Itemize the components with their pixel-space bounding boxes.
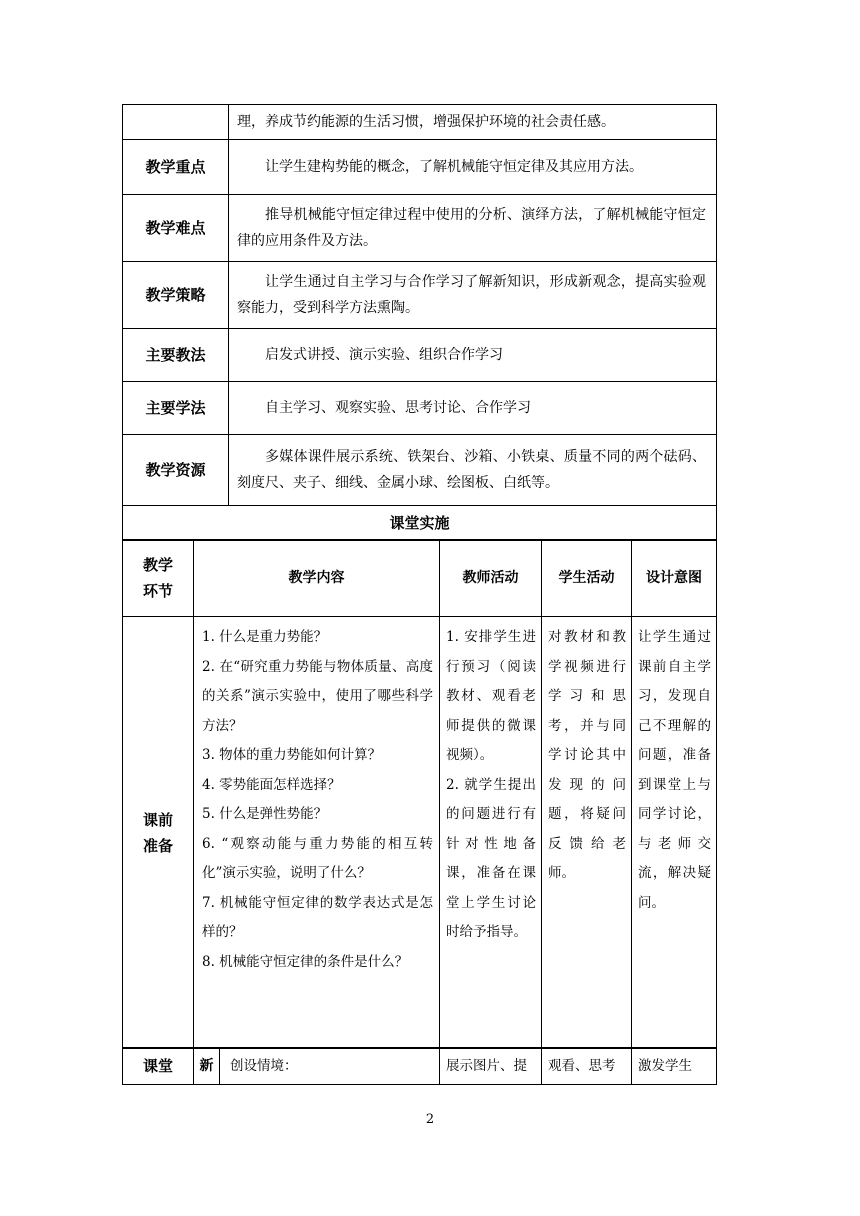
list-item: 2. 在“研究重力势能与物体质量、高度的关系”演示实验中，使用了哪些科学方法？ bbox=[202, 658, 433, 734]
row-text: 启发式讲授、演示实验、组织合作学习 bbox=[229, 329, 717, 382]
continuation-text: 理，养成节约能源的生活习惯，增强保护环境的社会责任感。 bbox=[229, 105, 717, 140]
sub-stage-cell: 新 bbox=[194, 1048, 220, 1085]
row-text: 推导机械能守恒定律过程中使用的分析、演绎方法，了解机械能守恒定律的应用条件及方法。 bbox=[229, 195, 717, 262]
design-cell: 让学生通过课前自主学习，发现自己不理解的问题，准备到课堂上与同学讨论，与老师交流，解决疑问。 bbox=[632, 617, 717, 1049]
teacher-cell: 展示图片、提 bbox=[440, 1048, 542, 1085]
header-stage-line: 环节 bbox=[142, 582, 173, 600]
list-item: 3. 物体的重力势能如何计算？ bbox=[202, 747, 382, 763]
student-cell: 对教材和教学视频进行学习和思考，并与同学讨论其中发现的问题，将疑问反馈给老师。 bbox=[542, 617, 632, 1049]
row-label: 教学策略 bbox=[123, 262, 229, 329]
table-row bbox=[123, 617, 717, 1049]
header-row bbox=[123, 540, 717, 617]
lesson-info-table bbox=[122, 104, 717, 541]
content-cell bbox=[194, 617, 440, 1049]
table-row bbox=[123, 329, 717, 382]
design-cell: 激发学生 bbox=[632, 1048, 717, 1085]
stage-line: 课前 bbox=[142, 810, 173, 829]
row-text: 让学生建构势能的概念，了解机械能守恒定律及其应用方法。 bbox=[229, 140, 717, 195]
implementation-table bbox=[122, 539, 717, 1049]
stage-cell: 课堂 bbox=[123, 1048, 194, 1085]
row-label: 教学资源 bbox=[123, 435, 229, 506]
stage-cell bbox=[123, 617, 194, 1049]
implementation-table-continued bbox=[122, 1047, 717, 1085]
list-item: 1. 安排学生进行预习（阅读教材、观看老师提供的微课视频）。 bbox=[446, 629, 536, 763]
table-row bbox=[123, 382, 717, 435]
list-item: 4. 零势能面怎样选择？ bbox=[202, 776, 341, 793]
section-row bbox=[123, 506, 717, 541]
section-title: 课堂实施 bbox=[123, 506, 717, 541]
page-number: 2 bbox=[425, 1112, 435, 1127]
list-item: 5. 什么是弹性势能？ bbox=[202, 806, 328, 822]
row-label: 教学重点 bbox=[123, 140, 229, 195]
row-label: 主要教法 bbox=[123, 329, 229, 382]
list-item: 2. 就学生提出的问题进行有针对性地备课，准备在课堂上学生讨论时给予指导。 bbox=[446, 776, 536, 940]
row-label: 主要学法 bbox=[123, 382, 229, 435]
content-cell: 创设情境： bbox=[220, 1048, 440, 1085]
table-row bbox=[123, 1048, 717, 1085]
table-row bbox=[123, 105, 717, 140]
list-item: 6. “观察动能与重力势能的相互转化”演示实验，说明了什么？ bbox=[202, 835, 433, 881]
row-text: 自主学习、观察实验、思考讨论、合作学习 bbox=[229, 382, 717, 435]
header-teacher: 教师活动 bbox=[440, 540, 542, 617]
table-row bbox=[123, 140, 717, 195]
list-item: 7. 机械能守恒定律的数学表达式是怎样的？ bbox=[202, 894, 433, 940]
stage-line: 准备 bbox=[142, 836, 173, 855]
table-row bbox=[123, 435, 717, 506]
student-cell: 观看、思考 bbox=[542, 1048, 632, 1085]
header-stage bbox=[123, 540, 194, 617]
header-design: 设计意图 bbox=[632, 540, 717, 617]
teacher-cell bbox=[440, 617, 542, 1049]
header-stage-line: 教学 bbox=[142, 556, 173, 574]
header-student: 学生活动 bbox=[542, 540, 632, 617]
header-content: 教学内容 bbox=[194, 540, 440, 617]
table-row bbox=[123, 195, 717, 262]
row-text: 让学生通过自主学习与合作学习了解新知识，形成新观念，提高实验观察能力，受到科学方法熏陶。 bbox=[229, 262, 717, 329]
row-text: 多媒体课件展示系统、铁架台、沙箱、小铁桌、质量不同的两个砝码、刻度尺、夹子、细线、金属小球、绘图板、白纸等。 bbox=[229, 435, 717, 506]
table-row bbox=[123, 262, 717, 329]
list-item: 1. 什么是重力势能？ bbox=[202, 629, 328, 645]
row-label: 教学难点 bbox=[123, 195, 229, 262]
list-item: 8. 机械能守恒定律的条件是什么？ bbox=[202, 953, 409, 970]
